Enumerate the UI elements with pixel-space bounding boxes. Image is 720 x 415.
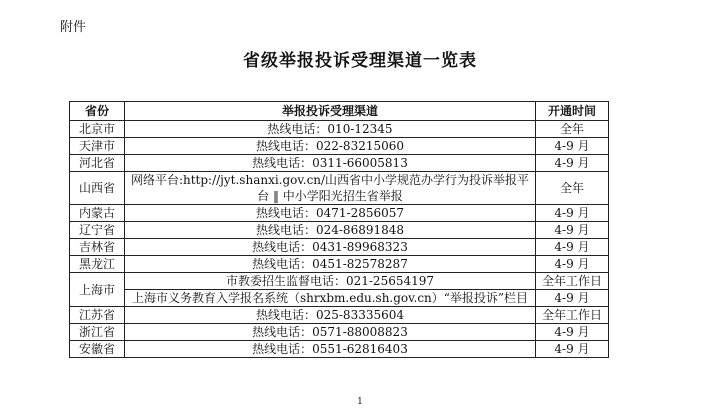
channel-cell: 热线电话：010-12345 [125,121,536,138]
open-time-cell: 全年 [536,121,609,138]
channel-cell: 热线电话：0311-66005813 [125,155,536,172]
channel-cell: 市教委招生监督电话：021-25654197 [125,273,536,290]
province-cell: 河北省 [70,155,125,172]
channel-cell: 热线电话：0551-62816403 [125,341,536,358]
table-row [70,222,609,239]
page-title: 省级举报投诉受理渠道一览表 [243,51,477,71]
channels-table [69,101,609,358]
channel-cell: 热线电话：0451-82578287 [125,256,536,273]
channel-cell: 热线电话：025-83335604 [125,307,536,324]
table-row [70,324,609,341]
province-cell: 山西省 [70,172,125,205]
table-row [70,273,609,290]
open-time-cell: 4-9 月 [536,138,609,155]
open-time-cell: 4-9 月 [536,222,609,239]
province-cell: 浙江省 [70,324,125,341]
header-open-time: 开通时间 [536,102,609,121]
open-time-cell: 全年 [536,172,609,205]
header-channel: 举报投诉受理渠道 [125,102,536,121]
table-row [70,307,609,324]
open-time-cell: 4-9 月 [536,239,609,256]
table-header-row [70,102,609,121]
open-time-cell: 4-9 月 [536,155,609,172]
table-row [70,155,609,172]
table-row [70,256,609,273]
table-row [70,205,609,222]
province-cell: 天津市 [70,138,125,155]
open-time-cell: 4-9 月 [536,256,609,273]
province-cell: 上海市 [70,273,125,307]
table-row [70,341,609,358]
province-cell: 江苏省 [70,307,125,324]
table-row [70,138,609,155]
province-cell: 北京市 [70,121,125,138]
open-time-cell: 4-9 月 [536,290,609,307]
channel-cell: 热线电话：0571-88008823 [125,324,536,341]
channel-cell: 热线电话：0471-2856057 [125,205,536,222]
open-time-cell: 4-9 月 [536,324,609,341]
province-cell: 内蒙古 [70,205,125,222]
table-row [70,172,609,205]
province-cell: 安徽省 [70,341,125,358]
channel-cell: 上海市义务教育入学报名系统（shrxbm.edu.sh.gov.cn）“举报投诉”栏目 [125,290,536,307]
channel-cell: 网络平台:http://jyt.shanxi.gov.cn/山西省中小学规范办学行为投诉举报平台 ‖ 中小学阳光招生省举报 [125,172,536,205]
province-cell: 黑龙江 [70,256,125,273]
province-cell: 吉林省 [70,239,125,256]
page-number: 1 [357,397,363,407]
channel-cell: 热线电话：0431-89968323 [125,239,536,256]
open-time-cell: 4-9 月 [536,205,609,222]
header-province: 省份 [70,102,125,121]
table-row [70,121,609,138]
table-row [70,239,609,256]
attachment-label: 附件 [60,20,87,35]
channel-cell: 热线电话：022-83215060 [125,138,536,155]
open-time-cell: 4-9 月 [536,341,609,358]
table-row [70,290,609,307]
open-time-cell: 全年工作日 [536,307,609,324]
channel-cell: 热线电话：024-86891848 [125,222,536,239]
province-cell: 辽宁省 [70,222,125,239]
open-time-cell: 全年工作日 [536,273,609,290]
